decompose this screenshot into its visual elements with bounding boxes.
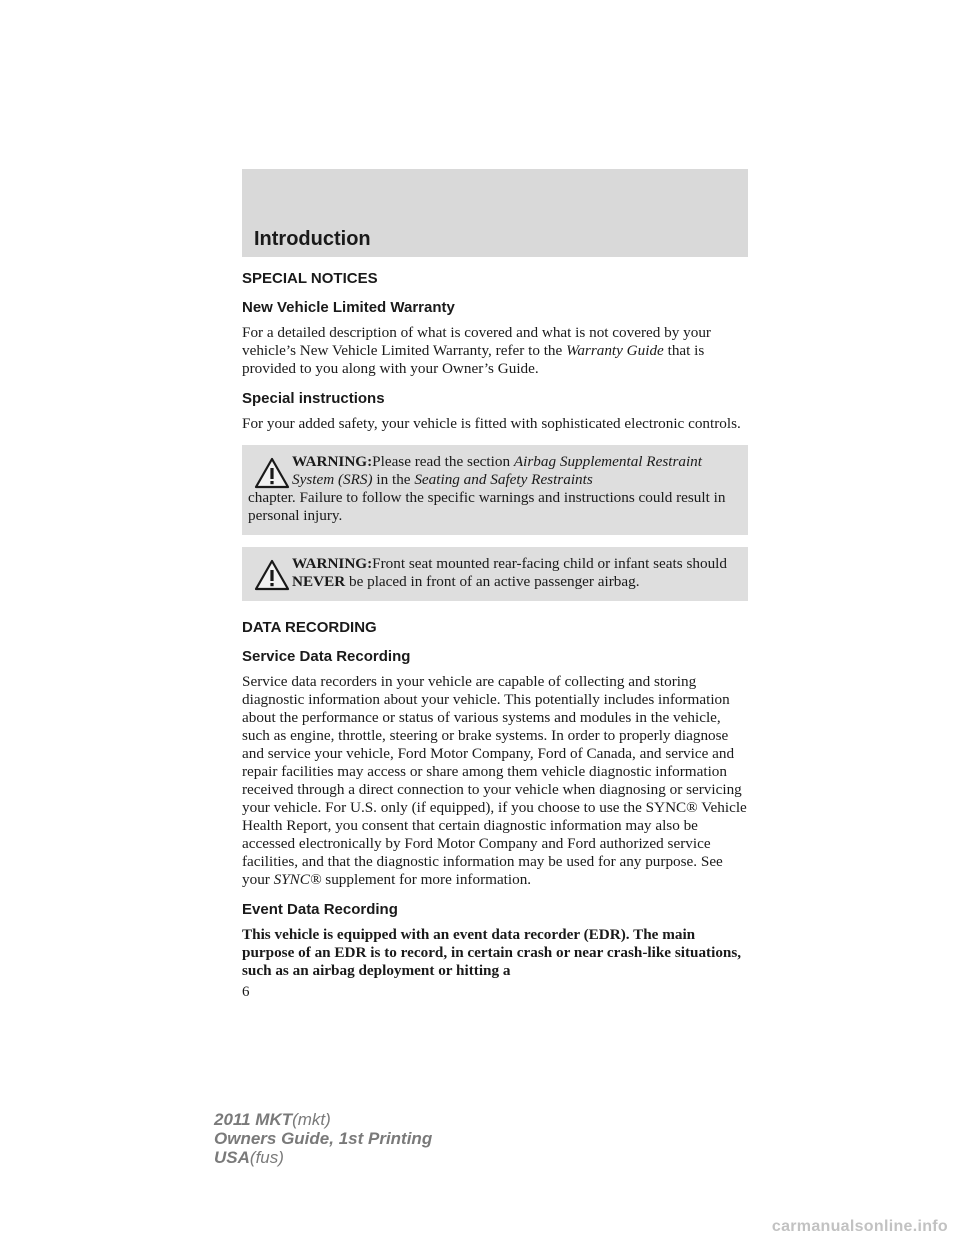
footer-line-3	[214, 1148, 432, 1167]
footer-line-2: Owners Guide, 1st Printing	[214, 1129, 433, 1148]
warning-1-text-3: chapter. Failure to follow the specific warnings and instructions could result in personal injury.	[248, 489, 726, 524]
document-footer	[214, 1110, 432, 1167]
event-data-heading: Event Data Recording	[242, 901, 398, 918]
airbag-warning-box	[242, 445, 748, 535]
airbag-warning-lead	[248, 453, 742, 489]
warranty-text-1: For a detailed description of what is covered and what is not covered by your vehicle’s New Vehicle Limited Warranty, refer to the	[242, 324, 711, 359]
warranty-text-2: that is provided to you along with your Owner’s Guide.	[242, 342, 705, 377]
service-data-heading: Service Data Recording	[242, 648, 411, 665]
service-text-2: Vehicle Health Report, you consent that certain diagnostic information may also be accessed electronically by Ford Motor Company and Ford authorized service facilities, and that the diagnostic information may be used for any purpose. See your	[242, 799, 747, 888]
page-number: 6	[242, 984, 250, 1000]
warning-1-text-2: in the	[376, 471, 411, 488]
warranty-heading: New Vehicle Limited Warranty	[242, 299, 455, 316]
page-content	[242, 266, 748, 1001]
footer-region: USA	[214, 1148, 250, 1167]
warning-label: WARNING:	[292, 453, 373, 470]
child-seat-warning-text	[248, 555, 742, 591]
sync-ref: SYNC®	[273, 871, 322, 888]
special-instructions-paragraph: For your added safety, your vehicle is fitted with sophisticated electronic controls.	[242, 415, 741, 432]
airbag-section-ref: Airbag Supplemental Restraint System (SRS)	[292, 453, 702, 488]
warning-1-text-1: Please read the section	[372, 453, 511, 470]
service-data-paragraph	[242, 673, 748, 889]
special-notices-heading: SPECIAL NOTICES	[242, 270, 378, 287]
footer-line-1	[214, 1110, 432, 1129]
warning-triangle-icon	[254, 559, 290, 591]
watermark: carmanualsonline.info	[771, 1218, 948, 1235]
chapter-header	[242, 169, 748, 257]
service-text-1: Service data recorders in your vehicle are capable of collecting and storing diagnostic information about your vehicle. This potentially includes information about the performance or status of various systems and modules in the vehicle, such as engine, throttle, steering or brake systems. In order to properly diagnose and service your vehicle, Ford Motor Company, Ford of Canada, and service and repair facilities may access or share among them vehicle diagnostic information received through a direct connection to your vehicle when diagnosing or servicing your vehicle. For U.S. only (if equipped), if you choose to use the SYNC®	[242, 673, 742, 816]
warning-2-text-1: Front seat mounted rear-facing child or infant seats should	[372, 555, 727, 572]
footer-model-code: (mkt)	[292, 1110, 331, 1129]
warning-triangle-icon	[254, 457, 290, 489]
chapter-title: Introduction	[254, 228, 371, 250]
never-emphasis: NEVER	[292, 573, 346, 590]
event-data-paragraph: This vehicle is equipped with an event data recorder (EDR). The main purpose of an EDR is to record, in certain crash or near crash-like situations, such as an airbag deployment or hitting a	[242, 926, 742, 979]
child-seat-warning-box	[242, 547, 748, 601]
warranty-paragraph	[242, 324, 748, 378]
warranty-guide-ref: Warranty Guide	[566, 342, 664, 359]
service-text-3: supplement for more information.	[325, 871, 532, 888]
special-instructions-heading: Special instructions	[242, 390, 385, 407]
seating-chapter-ref: Seating and Safety Restraints	[414, 471, 593, 488]
footer-region-code: (fus)	[249, 1148, 284, 1167]
footer-model: 2011 MKT	[214, 1110, 293, 1129]
warning-label: WARNING:	[292, 555, 373, 572]
data-recording-heading: DATA RECORDING	[242, 619, 377, 636]
warning-2-text-2: be placed in front of an active passenger airbag.	[348, 573, 640, 590]
